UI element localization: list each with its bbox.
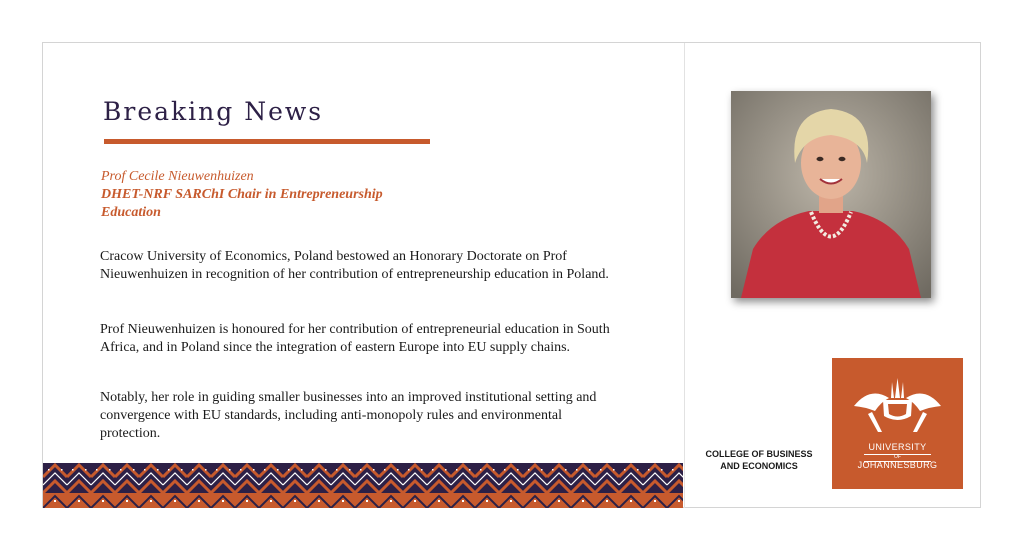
news-card (42, 42, 981, 508)
person-role-line2: Education (101, 205, 161, 220)
title-underline (104, 139, 430, 144)
decorative-border-pattern (43, 463, 683, 508)
portrait-photo (731, 91, 931, 298)
page-title: Breaking News (103, 97, 324, 126)
logo-text-university: UNIVERSITY (868, 442, 927, 452)
logo-text-johannesburg: JOHANNESBURG (857, 460, 938, 470)
body-paragraph-3: Notably, her role in guiding smaller businesses into an improved institutional setting and convergence with EU standards, including anti-monopoly rules and environmental protection. (100, 390, 597, 441)
body-paragraph-1: Cracow University of Economics, Poland bestowed an Honorary Doctorate on Prof Nieuwenhuizen in recognition of her contribution of entrepreneurship education in Poland. (100, 249, 609, 282)
university-logo (832, 358, 963, 489)
college-label: COLLEGE OF BUSINESS AND ECONOMICS (705, 449, 813, 471)
column-divider (684, 43, 685, 508)
body-paragraph-2: Prof Nieuwenhuizen is honoured for her contribution of entrepreneurial education in South Africa, and in Poland since the integration of eastern Europe into EU supply chains. (100, 322, 610, 355)
person-role-line1: DHET-NRF SARChI Chair in Entrepreneurship (101, 187, 383, 202)
person-name: Prof Cecile Nieuwenhuizen (101, 169, 254, 184)
uj-emblem-icon (832, 358, 963, 438)
logo-text-of: OF (894, 454, 901, 460)
